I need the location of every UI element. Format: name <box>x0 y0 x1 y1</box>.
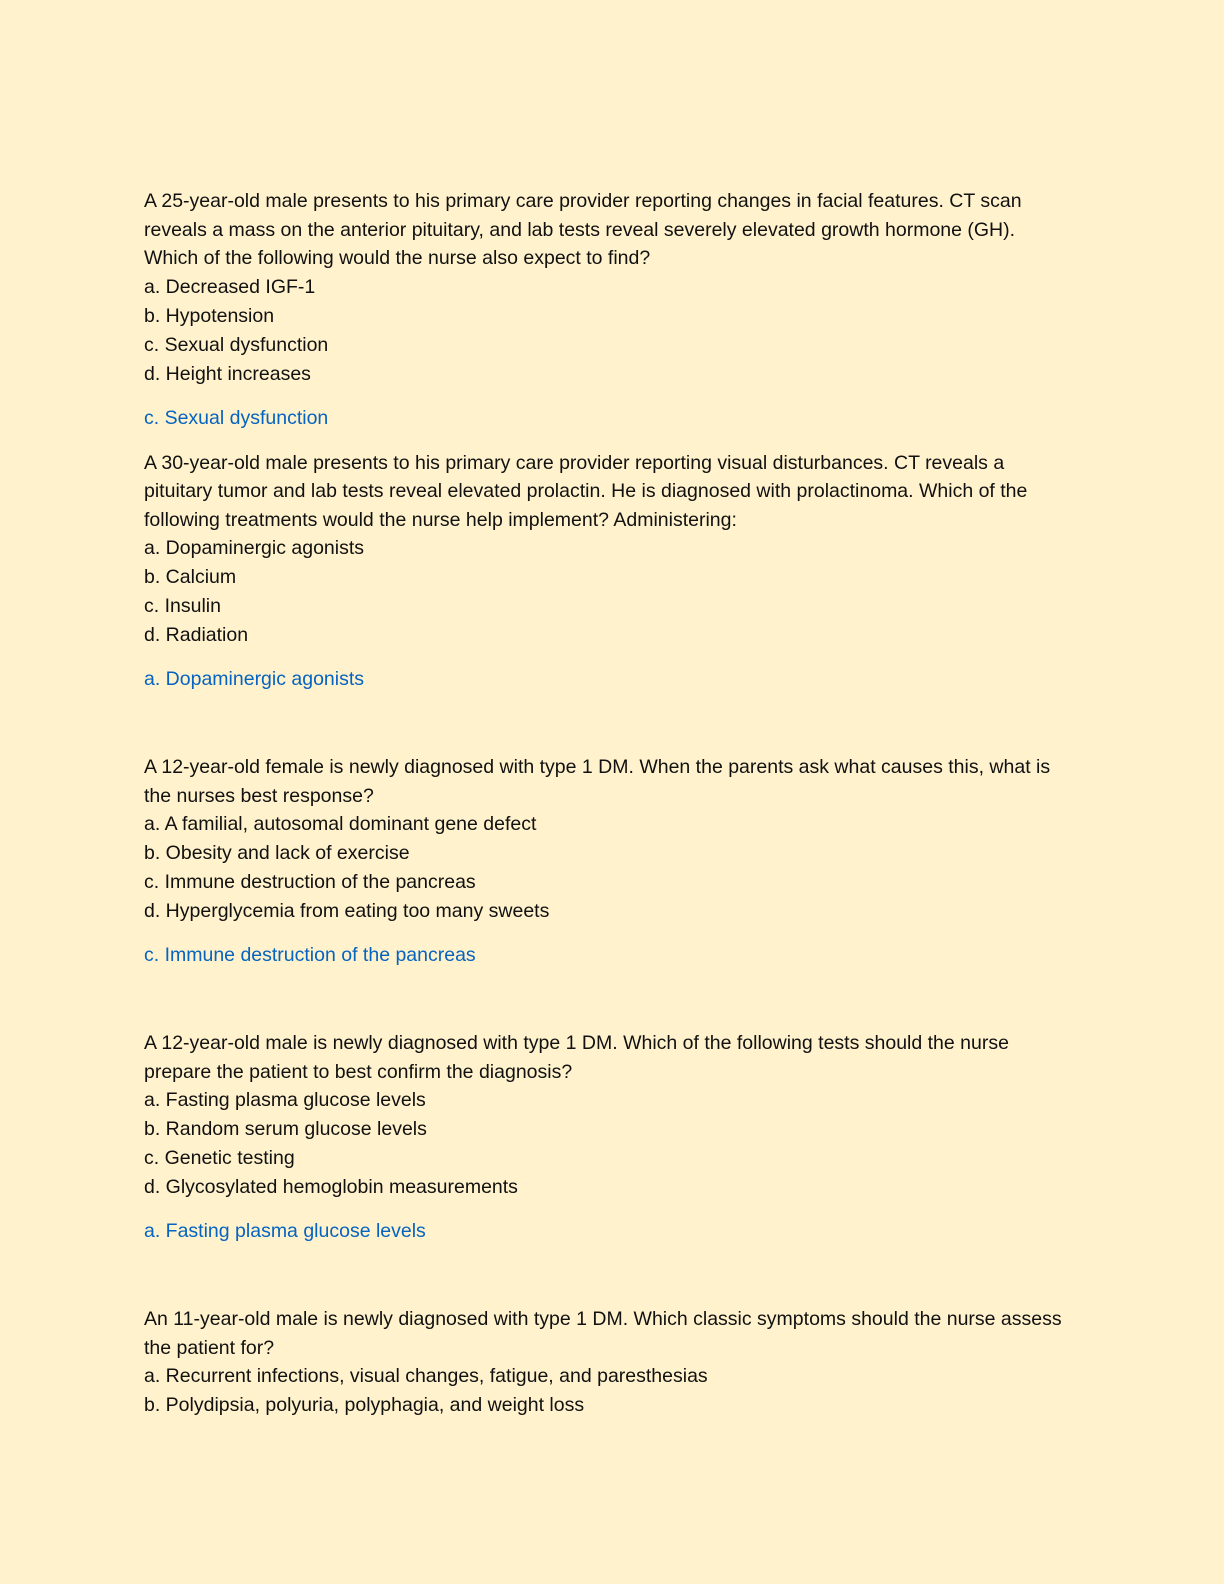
question-5 <box>144 1305 1074 1420</box>
question-3 <box>144 753 1074 969</box>
question-1 <box>144 187 1074 432</box>
question-stem: A 12-year-old female is newly diagnosed with type 1 DM. When the parents ask what causes this, what is the nurses best response? <box>144 756 1051 807</box>
option-item: d. Radiation <box>144 624 249 646</box>
option-item: b. Hypotension <box>144 304 275 327</box>
question-stem: A 12-year-old male is newly diagnosed with type 1 DM. Which of the following tests should the nurse prepare the patient to best confirm the diagnosis? <box>144 1032 1009 1083</box>
option-list <box>144 1362 1074 1420</box>
option-list <box>144 534 1074 650</box>
answer-text: c. Sexual dysfunction <box>144 406 329 429</box>
question-2 <box>144 449 1074 694</box>
option-item: c. Insulin <box>144 595 221 617</box>
option-item: b. Obesity and lack of exercise <box>144 842 410 864</box>
option-item: c. Genetic testing <box>144 1147 295 1169</box>
answer-text: a. Dopaminergic agonists <box>144 668 365 690</box>
option-item: d. Glycosylated hemoglobin measurements <box>144 1176 518 1198</box>
answer-text: a. Fasting plasma glucose levels <box>144 1220 426 1242</box>
answer-text: c. Immune destruction of the pancreas <box>144 944 476 966</box>
option-item: a. Dopaminergic agonists <box>144 537 365 559</box>
question-4 <box>144 1029 1074 1245</box>
option-item: a. Fasting plasma glucose levels <box>144 1089 426 1111</box>
option-item: b. Random serum glucose levels <box>144 1118 427 1140</box>
option-item: a. Recurrent infections, visual changes, fatigue, and paresthesias <box>144 1365 708 1387</box>
option-item: c. Sexual dysfunction <box>144 333 329 356</box>
option-list <box>144 810 1074 926</box>
option-list <box>144 273 1074 389</box>
question-stem: An 11-year-old male is newly diagnosed with type 1 DM. Which classic symptoms should the nurse assess the patient for? <box>144 1308 1062 1359</box>
option-item: d. Height increases <box>144 362 311 385</box>
option-item: b. Calcium <box>144 566 237 588</box>
option-item: a. Decreased IGF-1 <box>144 275 316 298</box>
document-page <box>144 187 1074 1420</box>
question-stem: A 30-year-old male presents to his primary care provider reporting visual disturbances. CT reveals a pituitary tumor and lab tests reveal elevated prolactin. He is diagnosed with prolactinoma. Which of the following treatments would the nurse help implement? Administering: <box>144 451 1028 531</box>
question-stem: A 25-year-old male presents to his primary care provider reporting changes in facial features. CT scan reveals a mass on the anterior pituitary, and lab tests reveal severely elevated growth hormone (GH). Which of the following would the nurse also expect to find? <box>144 190 1022 269</box>
option-item: a. A familial, autosomal dominant gene defect <box>144 813 537 835</box>
option-list <box>144 1086 1074 1202</box>
option-item: d. Hyperglycemia from eating too many sweets <box>144 900 550 922</box>
option-item: c. Immune destruction of the pancreas <box>144 871 476 893</box>
option-item: b. Polydipsia, polyuria, polyphagia, and weight loss <box>144 1394 585 1416</box>
